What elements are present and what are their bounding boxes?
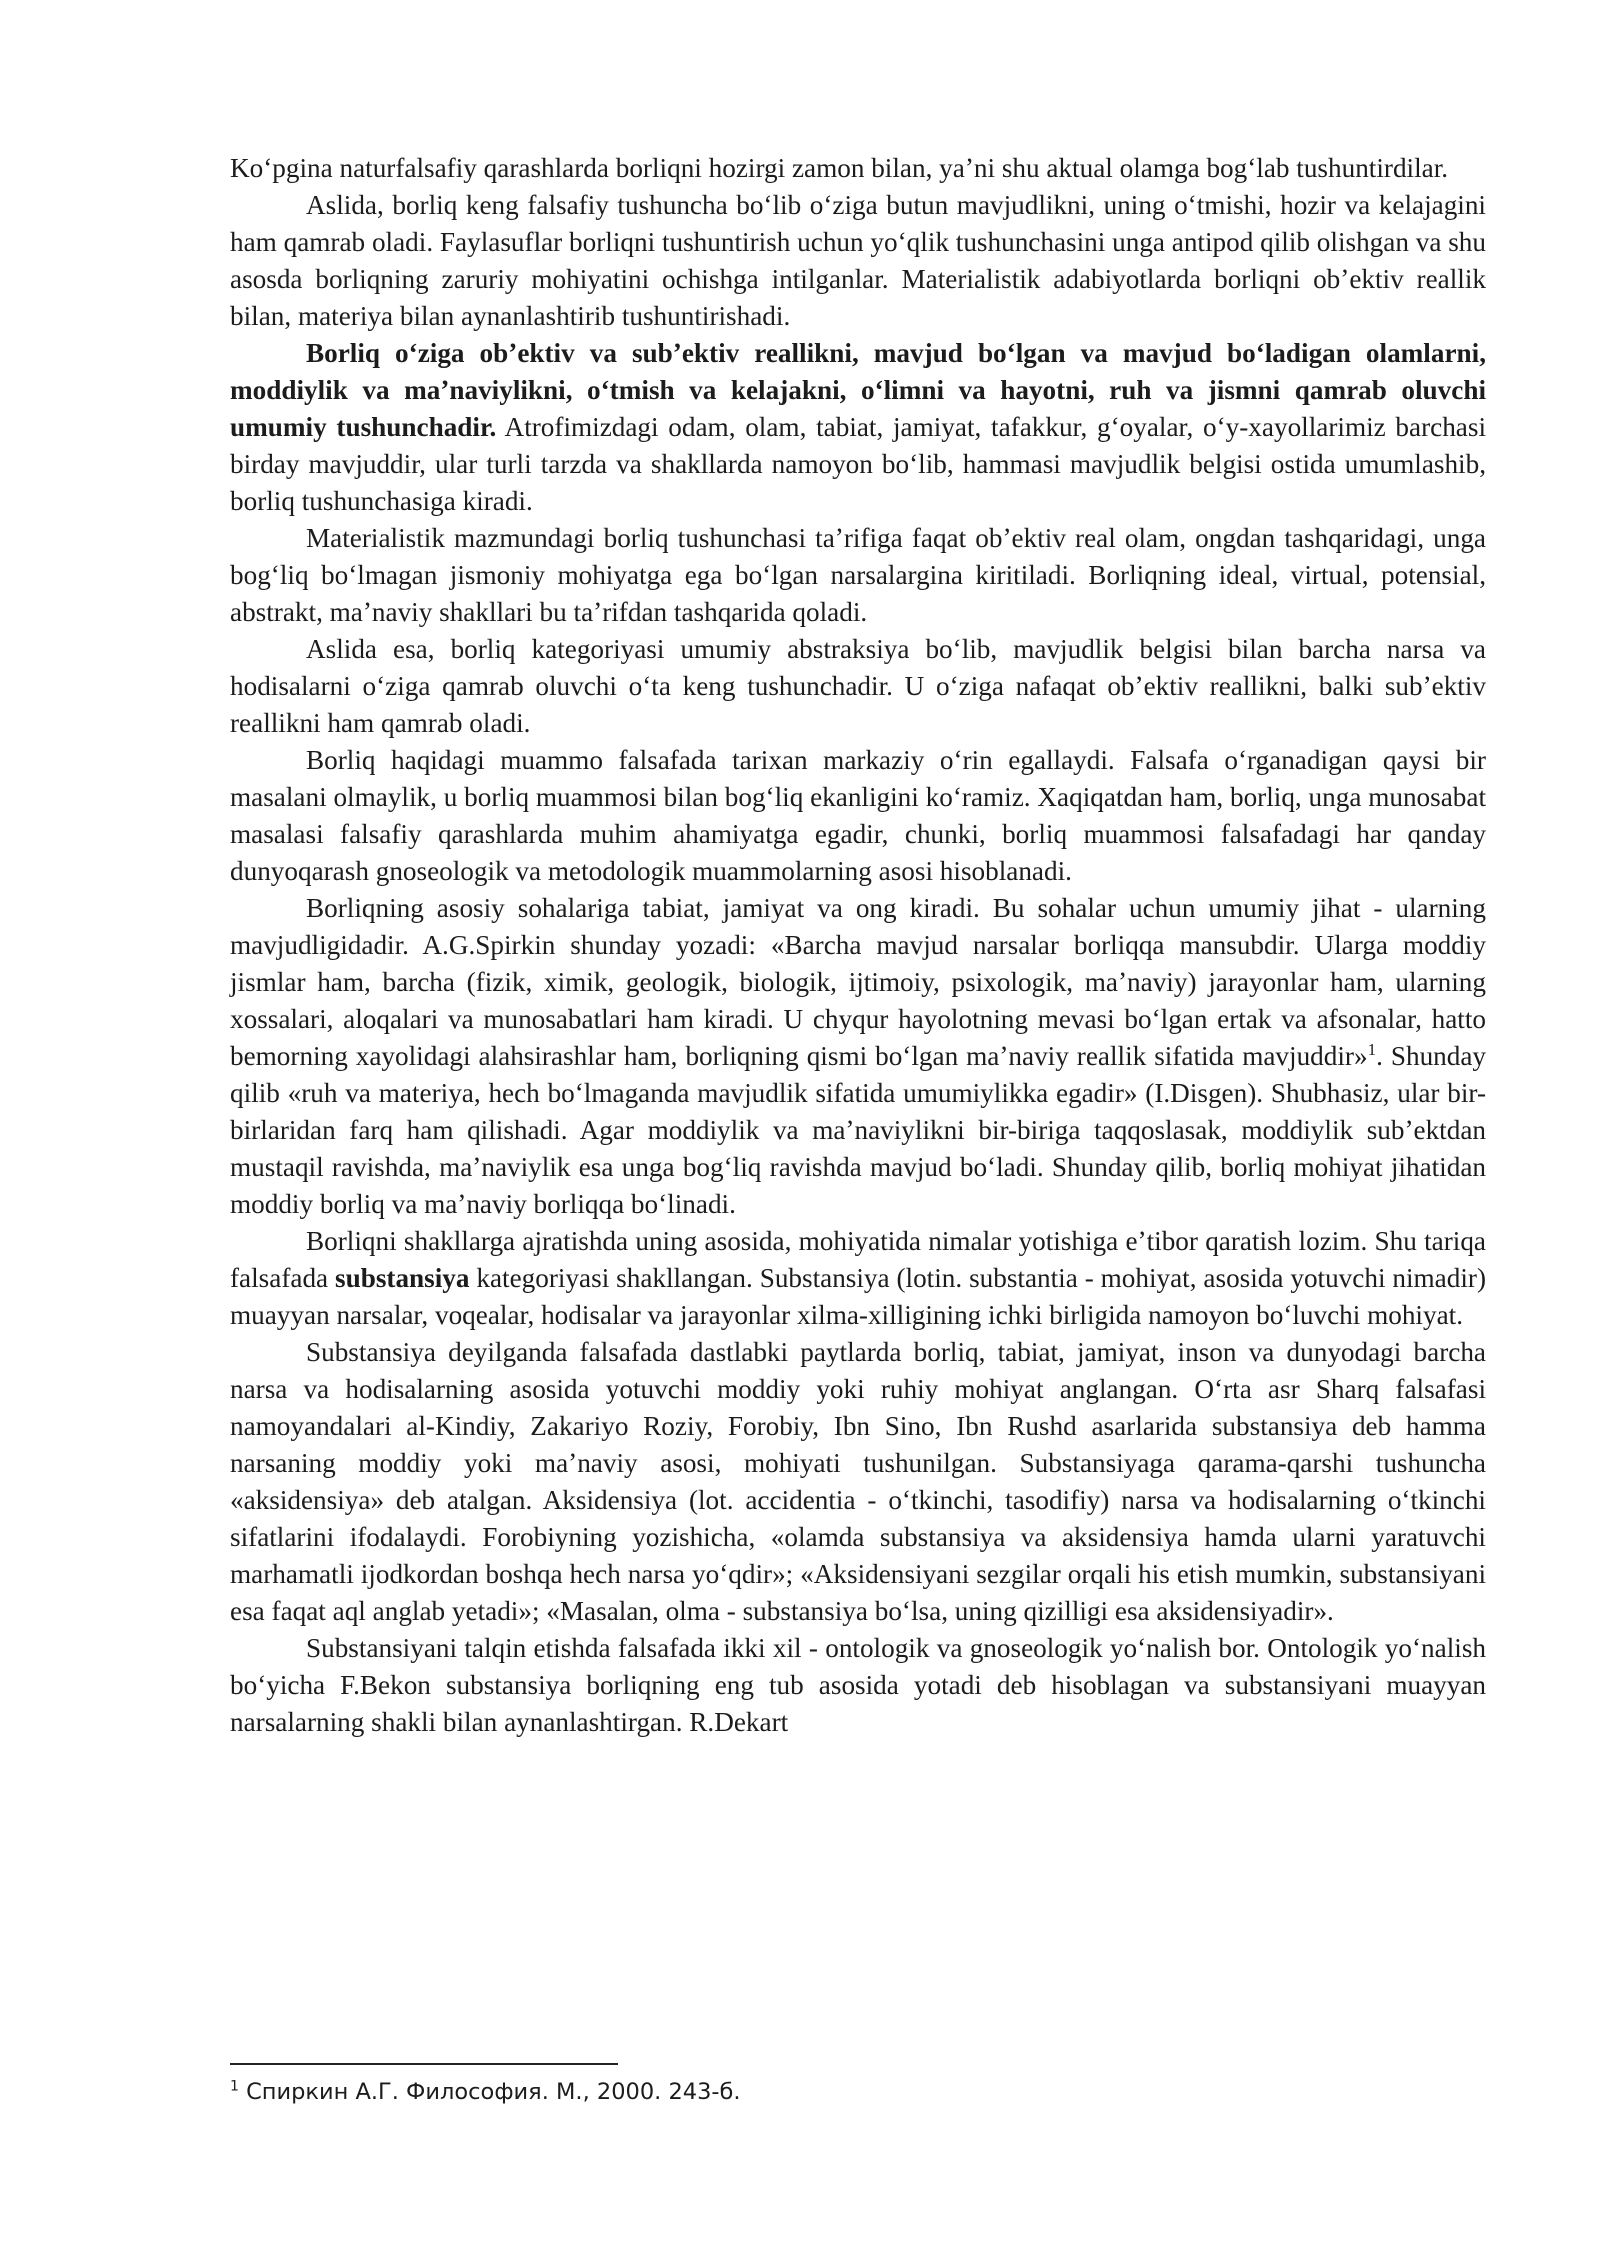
document-body — [230, 150, 1486, 1741]
paragraph-6: Borliq haqidagi muammo falsafada tarixan markaziy oʻrin egallaydi. Falsafa oʻrganadigan qaysi bir masalani olmaylik, u borliq muammosi bilan bogʻliq ekanligini koʻramiz. Xaqiqatdan ham, borliq, unga munosabat masalasi falsafiy qarashlarda muhim ahamiyatga egadir, chunki, borliq muammosi falsafadagi har qanday dunyoqarash gnoseologik va metodologik muammolarning asosi hisoblanadi. — [230, 745, 1486, 886]
paragraph-3-text: Atrofimizdagi odam, olam, tabiat, jamiyat, tafakkur, gʻoyalar, oʻy-xayollarimiz barchasi birday mavjuddir, ular turli tarzda va shakllarda namoyon boʻlib, hammasi mavjudlik belgisi ostida umumlashib, borliq tushunchasiga kiradi. — [230, 412, 1487, 516]
footnote-text: Спиркин А.Г. Философия. М., 2000. 243-б. — [238, 2079, 741, 2105]
paragraph-8-text: Borliqni shakllarga ajratishda uning asosida, mohiyatida nimalar yotishiga eʼtibor qaratish lozim. Shu tariqa falsafada — [230, 1226, 1486, 1293]
footnote-marker: 1 — [230, 2078, 239, 2095]
paragraph-3 — [230, 335, 1486, 520]
paragraph-9: Substansiya deyilganda falsafada dastlabki paytlarda borliq, tabiat, jamiyat, inson va dunyodagi barcha narsa va hodisalarning asosida yotuvchi moddiy yoki ruhiy mohiyat anglangan. Oʻrta asr Sharq falsafasi namoyandalari al-Kindiy, Zakariyo Roziy, Forobiy, Ibn Sino, Ibn Rushd asarlarida substansiya deb hamma narsaning moddiy yoki maʼnaviy asosi, mohiyati tushunilgan. Substansiyaga qarama-qarshi tushuncha «aksidensiya» deb atalgan. Aksidensiya (lot. accidentia - oʻtkinchi, tasodifiy) narsa va hodisalarning oʻtkinchi sifatlarini ifodalaydi. Forobiyning yozishicha, «olamda substansiya va aksidensiya hamda ularni yaratuvchi marhamatli ijodkordan boshqa hech narsa yoʻqdir»; «Aksidensiyani sezgilar orqali his etish mumkin, substansiyani esa faqat aql anglab yetadi»; «Masalan, olma - substansiya boʻlsa, uning qizilligi esa aksidensiyadir». — [230, 1337, 1486, 1626]
paragraph-7-text: Borliqning asosiy sohalariga tabiat, jamiyat va ong kiradi. Bu sohalar uchun umumiy jihat - ularning mavjudligidadir. A.G.Spirkin shunday yozadi: «Barcha mavjud narsalar borliqqa mansubdir. Ularga moddiy jismlar ham, barcha (fizik, ximik, geologik, biologik, ijtimoiy, psixologik, maʼnaviy) jarayonlar ham, ularning xossalari, aloqalari va munosabatlari ham kiradi. U chyqur hayolotning mevasi boʻlgan ertak va afsonalar, hatto bemorning xayolidagi alahsirashlar ham, borliqning qismi boʻlgan maʼnaviy reallik sifatida mavjuddir» — [230, 893, 1486, 1071]
paragraph-2: Aslida, borliq keng falsafiy tushuncha boʻlib oʻziga butun mavjudlikni, uning oʻtmishi, hozir va kelajagini ham qamrab oladi. Faylasuflar borliqni tushuntirish uchun yoʻqlik tushunchasini unga antipod qilib olishgan va shu asosda borliqning zaruriy mohiyatini ochishga intilganlar. Materialistik adabiyotlarda borliqni obʼektiv reallik bilan, materiya bilan aynanlashtirib tushuntirishadi. — [230, 190, 1486, 331]
paragraph-8 — [230, 1223, 1486, 1334]
paragraph-7-tail: . Shunday qilib «ruh va materiya, hech boʻlmaganda mavjudlik sifatida umumiylikka egadir» (I.Disgen). Shubhasiz, ular bir-birlaridan farq ham qilishadi. Agar moddiylik va maʼnaviylikni bir-biriga taqqoslasak, moddiylik subʼektdan mustaqil ravishda, maʼnaviylik esa unga bogʻliq ravishda mavjud boʻladi. Shunday qilib, borliq mohiyat jihatidan moddiy borliq va maʼnaviy borliqqa boʻlinadi. — [230, 1041, 1487, 1219]
bold-term-substansiya: substansiya — [335, 1263, 470, 1293]
paragraph-1: Koʻpgina naturfalsafiy qarashlarda borliqni hozirgi zamon bilan, yaʼni shu aktual olamga bogʻlab tushuntirdilar. — [230, 153, 1449, 183]
paragraph-10: Substansiyani talqin etishda falsafada ikki xil - ontologik va gnoseologik yoʻnalish bor. Ontologik yoʻnalish boʻyicha F.Bekon substansiya borliqning eng tub asosida yotadi deb hisoblagan va substansiyani muayyan narsalarning shakli bilan aynanlashtirgan. R.Dekart — [230, 1633, 1486, 1737]
paragraph-4: Materialistik mazmundagi borliq tushunchasi taʼrifiga faqat obʼektiv real olam, ongdan tashqaridagi, unga bogʻliq boʻlmagan jismoniy mohiyatga ega boʻlgan narsalargina kiritiladi. Borliqning ideal, virtual, potensial, abstrakt, maʼnaviy shakllari bu taʼrifdan tashqarida qoladi. — [230, 523, 1486, 627]
footnote — [230, 2076, 1330, 2108]
footnote-separator — [230, 2063, 618, 2065]
paragraph-7 — [230, 890, 1486, 1223]
paragraph-8-tail: kategoriyasi shakllangan. Substansiya (lotin. substantia - mohiyat, asosida yotuvchi nimadir) muayyan narsalar, voqealar, hodisalar va jarayonlar xilma-xilligining ichki birligida namoyon boʻluvchi mohiyat. — [230, 1263, 1486, 1330]
bold-definition: Borliq oʻziga obʼektiv va subʼektiv reallikni, mavjud boʻlgan va mavjud boʻladigan olamlarni, moddiylik va maʼnaviylikni, oʻtmish va kelajakni, oʻlimni va hayotni, ruh va jismni qamrab oluvchi umumiy tushunchadir. — [230, 338, 1486, 442]
footnote-reference[interactable]: 1 — [1367, 1039, 1377, 1059]
paragraph-5: Aslida esa, borliq kategoriyasi umumiy abstraksiya boʻlib, mavjudlik belgisi bilan barcha narsa va hodisalarni oʻziga qamrab oluvchi oʻta keng tushunchadir. U oʻziga nafaqat obʼektiv reallikni, balki subʼektiv reallikni ham qamrab oladi. — [230, 634, 1486, 738]
